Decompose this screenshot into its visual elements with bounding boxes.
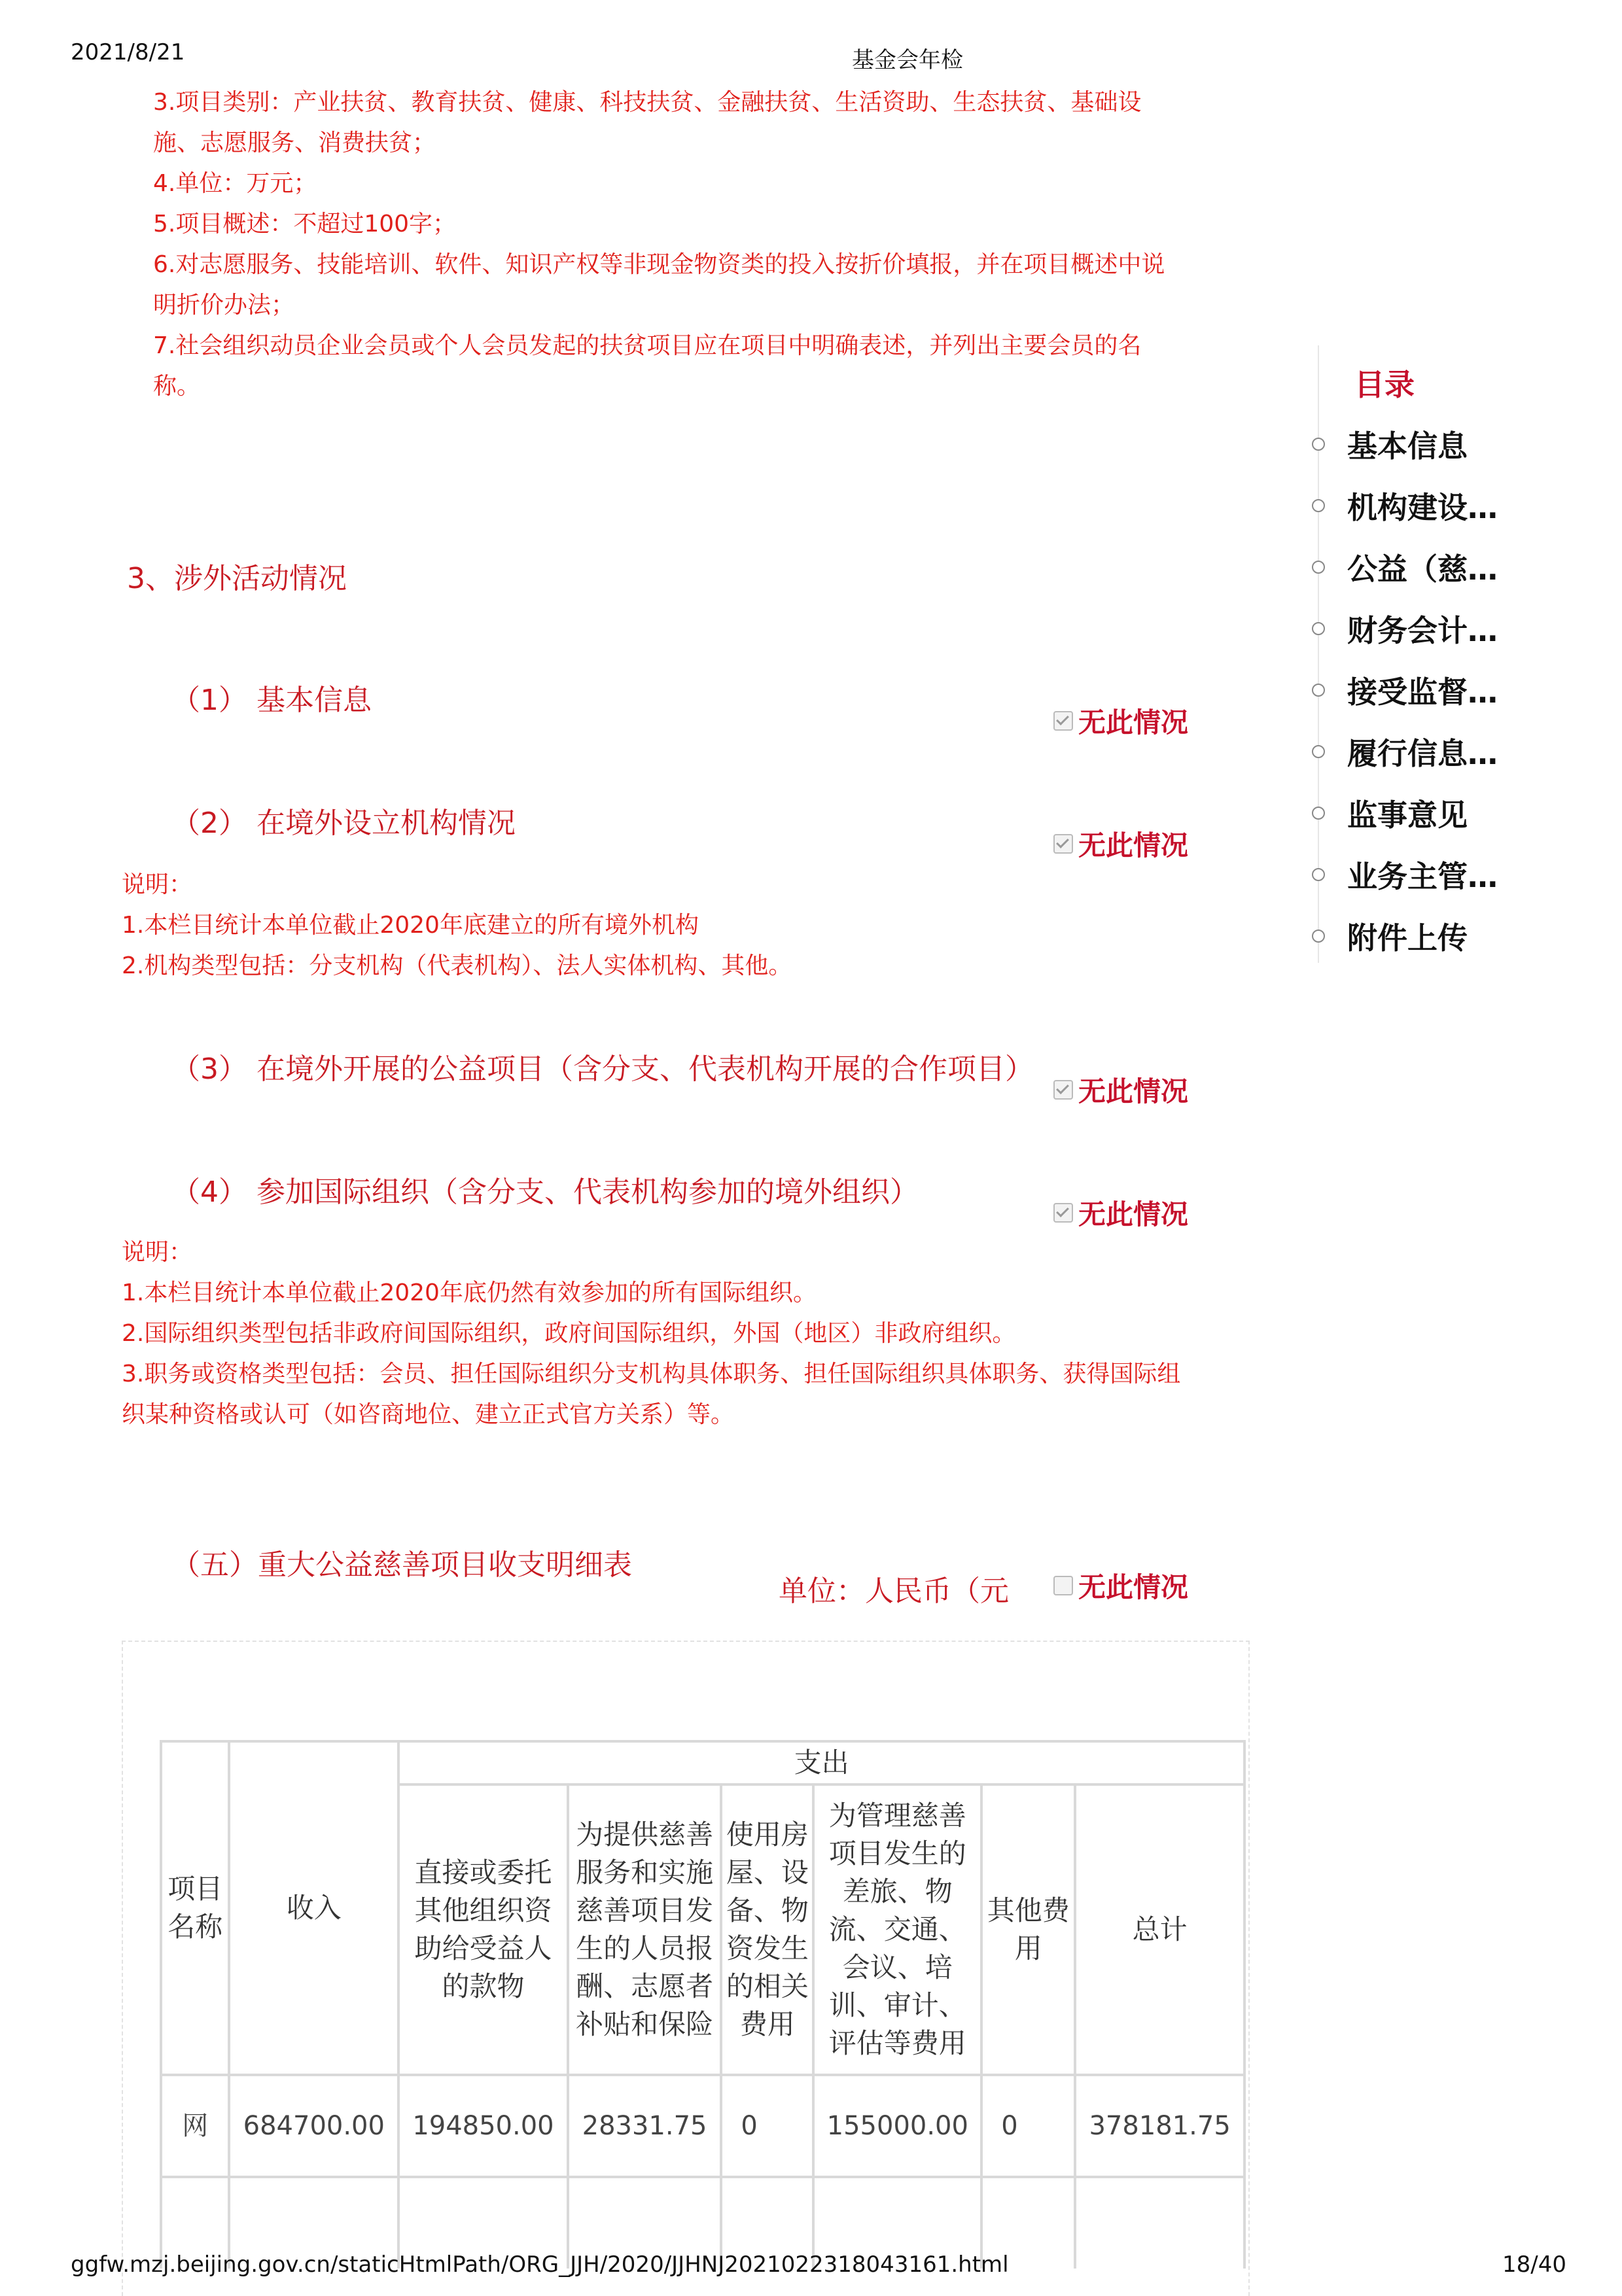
sub-header: 为提供慈善 服务和实施 慈善项目发 生的人员报 酬、志愿者 补贴和保险 (568, 1784, 722, 2075)
sub-header: 使用房 屋、设 备、物 资发生 的相关 费用 (721, 1784, 813, 2075)
no-info-5[interactable] (1053, 1566, 1188, 1605)
toc-item-org-building[interactable]: 机构建设… (1319, 475, 1528, 536)
checkbox-icon[interactable] (1053, 1203, 1073, 1223)
note-line: 3.职务或资格类型包括：会员、担任国际组织分支机构具体职务、担任国际组织具体职务、获得国际组 (122, 1361, 1181, 1387)
no-info-label: 无此情况 (1078, 1198, 1189, 1230)
cell: 378181.75 (1075, 2075, 1244, 2177)
sub3-title: （3） 在境外开展的公益项目（含分支、代表机构开展的合作项目） (171, 1052, 1034, 1086)
sub4-title: （4） 参加国际组织（含分支、代表机构参加的境外组织） (171, 1175, 919, 1209)
no-info-label: 无此情况 (1078, 1571, 1189, 1603)
sub-header: 总计 (1075, 1784, 1244, 2075)
note-line: 1.本栏目统计本单位截止2020年底仍然有效参加的所有国际组织。 (122, 1279, 817, 1306)
note-line: 织某种资格或认可（如咨商地位、建立正式官方关系）等。 (122, 1401, 735, 1428)
toc-item-finance[interactable]: 财务会计… (1319, 598, 1528, 659)
circle-icon (1312, 745, 1325, 758)
toc-sidebar (1318, 345, 1498, 963)
note-line: 2.机构类型包括：分支机构（代表机构）、法人实体机构、其他。 (122, 952, 792, 979)
cell: 网 (161, 2075, 229, 2177)
checkbox-icon[interactable] (1053, 1576, 1073, 1595)
note-line: 4.单位：万元； (153, 170, 317, 197)
note-line: 6.对志愿服务、技能培训、软件、知识产权等非现金物资类的投入按折价填报，并在项目概述中说 (153, 251, 1165, 278)
toc-item-charity[interactable]: 公益（慈… (1319, 536, 1528, 598)
no-info-4[interactable] (1053, 1193, 1188, 1232)
toc-item-supervision[interactable]: 接受监督… (1319, 659, 1528, 721)
toc-item-authority[interactable]: 业务主管… (1319, 844, 1528, 905)
note-line: 称。 (153, 373, 201, 400)
section5-title: （五）重大公益慈善项目收支明细表 (171, 1548, 632, 1582)
cell: 0 (721, 2075, 813, 2177)
col-expense-header: 支出 (398, 1741, 1244, 1784)
note-line: 5.项目概述：不超过100字； (153, 211, 457, 237)
sub-header: 其他费 用 (981, 1784, 1075, 2075)
sub2-title: （2） 在境外设立机构情况 (171, 807, 516, 840)
header-title: 基金会年检 (852, 47, 963, 73)
notes-heading: 说明： (122, 871, 193, 898)
note-line: 明折价办法； (153, 292, 295, 319)
toc-item-disclosure[interactable]: 履行信息… (1319, 721, 1528, 782)
note-line: 2.国际组织类型包括非政府间国际组织，政府间国际组织，外国（地区）非政府组织。 (122, 1320, 1016, 1347)
circle-icon (1312, 438, 1325, 451)
cell: 28331.75 (568, 2075, 722, 2177)
footer-page: 18/40 (1502, 2252, 1566, 2278)
note-line: 施、志愿服务、消费扶贫； (153, 130, 436, 156)
unit-label: 单位：人民币（元 (779, 1574, 1009, 1608)
footer-url: ggfw.mzj.beijing.gov.cn/staticHtmlPath/ORG_JJH/2020/JJHNJ2021022318043161.html (71, 2252, 1009, 2278)
toc-item-basic-info[interactable]: 基本信息 (1319, 413, 1528, 475)
circle-icon (1312, 499, 1325, 512)
checkbox-icon[interactable] (1053, 834, 1073, 854)
no-info-3[interactable] (1053, 1070, 1188, 1109)
cell: 0 (981, 2075, 1075, 2177)
no-info-label: 无此情况 (1078, 706, 1189, 739)
notes-4 (122, 1232, 1273, 1435)
circle-icon (1312, 561, 1325, 574)
circle-icon (1312, 622, 1325, 635)
no-info-1[interactable] (1053, 701, 1188, 740)
no-info-label: 无此情况 (1078, 1075, 1189, 1107)
section3-title: 3、涉外活动情况 (127, 562, 347, 595)
circle-icon (1312, 807, 1325, 820)
top-notes (153, 82, 1226, 407)
cell: 194850.00 (398, 2075, 568, 2177)
notes-2 (122, 865, 1234, 986)
circle-icon (1312, 684, 1325, 697)
toc-list (1319, 413, 1528, 967)
table-row (161, 2075, 1244, 2177)
toc-title: 目录 (1354, 367, 1415, 402)
sub-header: 为管理慈善 项目发生的 差旅、物 流、交通、 会议、培 训、审计、 评估等费用 (813, 1784, 981, 2075)
sub-header: 直接或委托 其他组织资 助给受益人 的款物 (398, 1784, 568, 2075)
note-line: 1.本栏目统计本单位截止2020年底建立的所有境外机构 (122, 912, 699, 939)
toc-item-supervisor-opinion[interactable]: 监事意见 (1319, 782, 1528, 844)
cell: 155000.00 (813, 2075, 981, 2177)
col-project-header: 项目 名称 (161, 1741, 229, 2075)
note-line: 3.项目类别：产业扶贫、教育扶贫、健康、科技扶贫、金融扶贫、生活资助、生态扶贫、基础设 (153, 89, 1142, 116)
note-line: 7.社会组织动员企业会员或个人会员发起的扶贫项目应在项目中明确表述，并列出主要会员的名 (153, 332, 1142, 359)
no-info-2[interactable] (1053, 824, 1188, 863)
cell: 684700.00 (229, 2075, 398, 2177)
checkbox-icon[interactable] (1053, 1080, 1073, 1100)
checkbox-icon[interactable] (1053, 711, 1073, 731)
no-info-label: 无此情况 (1078, 829, 1189, 861)
circle-icon (1312, 930, 1325, 943)
header-date: 2021/8/21 (71, 39, 185, 65)
toc-item-attachments[interactable]: 附件上传 (1319, 905, 1528, 967)
notes-heading: 说明： (122, 1239, 193, 1266)
finance-table (160, 1740, 1246, 2269)
circle-icon (1312, 868, 1325, 881)
col-income-header: 收入 (229, 1741, 398, 2075)
sub1-title: （1） 基本信息 (171, 684, 372, 717)
